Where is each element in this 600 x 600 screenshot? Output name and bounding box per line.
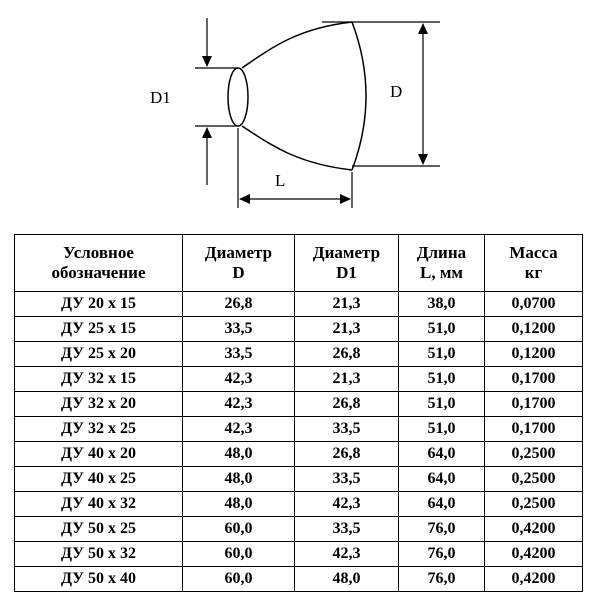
header-line: D: [232, 263, 245, 282]
cell-designation: ДУ 20 х 15: [15, 292, 183, 317]
table-row: [15, 292, 583, 317]
cell-length: 76,0: [399, 542, 485, 567]
spec-table-header: [15, 235, 583, 292]
cell-length: 51,0: [399, 342, 485, 367]
cell-diameter-d: 60,0: [183, 517, 295, 542]
reducer-drawing-svg: [0, 0, 600, 230]
cell-diameter-d: 33,5: [183, 317, 295, 342]
large-end-arc: [352, 22, 366, 170]
cell-mass: 0,4200: [485, 517, 583, 542]
reducer-outline-top: [242, 22, 352, 68]
table-row: [15, 367, 583, 392]
cell-diameter-d1: 21,3: [295, 367, 399, 392]
cell-diameter-d: 42,3: [183, 367, 295, 392]
cell-mass: 0,0700: [485, 292, 583, 317]
cell-designation: ДУ 32 х 20: [15, 392, 183, 417]
cell-designation: ДУ 32 х 15: [15, 367, 183, 392]
header-row: [15, 235, 583, 292]
header-line: Условное: [63, 243, 134, 262]
table-row: [15, 492, 583, 517]
header-line: обозначение: [51, 263, 146, 282]
cell-diameter-d: 60,0: [183, 567, 295, 592]
cell-mass: 0,1700: [485, 392, 583, 417]
cell-designation: ДУ 50 х 32: [15, 542, 183, 567]
header-designation: [15, 235, 183, 292]
cell-designation: ДУ 40 х 32: [15, 492, 183, 517]
reducer-drawing: [0, 0, 600, 230]
table-row: [15, 342, 583, 367]
cell-length: 51,0: [399, 367, 485, 392]
cell-mass: 0,1700: [485, 417, 583, 442]
cell-designation: ДУ 40 х 20: [15, 442, 183, 467]
table-row: [15, 417, 583, 442]
cell-diameter-d: 48,0: [183, 492, 295, 517]
cell-diameter-d1: 48,0: [295, 567, 399, 592]
cell-designation: ДУ 25 х 20: [15, 342, 183, 367]
header-diameter-d1: [295, 235, 399, 292]
cell-diameter-d: 48,0: [183, 442, 295, 467]
table-row: [15, 467, 583, 492]
cell-mass: 0,1700: [485, 367, 583, 392]
small-end-ellipse: [228, 68, 248, 126]
d1-label: D1: [150, 88, 171, 107]
cell-diameter-d1: 33,5: [295, 467, 399, 492]
cell-diameter-d1: 42,3: [295, 492, 399, 517]
cell-mass: 0,2500: [485, 492, 583, 517]
cell-designation: ДУ 50 х 25: [15, 517, 183, 542]
cell-diameter-d: 33,5: [183, 342, 295, 367]
l-label: L: [275, 171, 286, 190]
header-line: Диаметр: [312, 243, 381, 262]
cell-diameter-d1: 33,5: [295, 517, 399, 542]
header-line: Длина: [416, 243, 467, 262]
cell-mass: 0,2500: [485, 467, 583, 492]
cell-mass: 0,2500: [485, 442, 583, 467]
cell-designation: ДУ 32 х 25: [15, 417, 183, 442]
cell-diameter-d1: 26,8: [295, 342, 399, 367]
table-row: [15, 517, 583, 542]
cell-length: 76,0: [399, 517, 485, 542]
header-line: Масса: [509, 243, 558, 262]
header-line: Диаметр: [204, 243, 273, 262]
header-length: [399, 235, 485, 292]
cell-length: 51,0: [399, 317, 485, 342]
header-diameter-d: [183, 235, 295, 292]
table-row: [15, 442, 583, 467]
cell-length: 64,0: [399, 442, 485, 467]
cell-mass: 0,1200: [485, 317, 583, 342]
cell-diameter-d: 42,3: [183, 417, 295, 442]
cell-diameter-d: 42,3: [183, 392, 295, 417]
cell-diameter-d1: 26,8: [295, 392, 399, 417]
cell-mass: 0,1200: [485, 342, 583, 367]
reducer-outline-bottom: [242, 126, 352, 170]
cell-designation: ДУ 25 х 15: [15, 317, 183, 342]
table-row: [15, 542, 583, 567]
cell-designation: ДУ 40 х 25: [15, 467, 183, 492]
table-row: [15, 317, 583, 342]
cell-length: 38,0: [399, 292, 485, 317]
cell-length: 76,0: [399, 567, 485, 592]
d-label: D: [390, 82, 403, 101]
cell-diameter-d: 26,8: [183, 292, 295, 317]
cell-mass: 0,4200: [485, 542, 583, 567]
header-mass: [485, 235, 583, 292]
header-line: L, мм: [420, 263, 463, 282]
cell-diameter-d: 60,0: [183, 542, 295, 567]
header-line: D1: [336, 263, 357, 282]
cell-mass: 0,4200: [485, 567, 583, 592]
table-row: [15, 392, 583, 417]
table-row: [15, 567, 583, 592]
spec-table-body: [15, 292, 583, 592]
cell-diameter-d: 48,0: [183, 467, 295, 492]
cell-length: 64,0: [399, 492, 485, 517]
cell-diameter-d1: 33,5: [295, 417, 399, 442]
cell-length: 51,0: [399, 417, 485, 442]
cell-diameter-d1: 21,3: [295, 317, 399, 342]
cell-length: 64,0: [399, 467, 485, 492]
header-line: кг: [524, 263, 543, 282]
cell-diameter-d1: 42,3: [295, 542, 399, 567]
cell-designation: ДУ 50 х 40: [15, 567, 183, 592]
cell-diameter-d1: 26,8: [295, 442, 399, 467]
spec-table: [14, 234, 583, 592]
cell-length: 51,0: [399, 392, 485, 417]
cell-diameter-d1: 21,3: [295, 292, 399, 317]
